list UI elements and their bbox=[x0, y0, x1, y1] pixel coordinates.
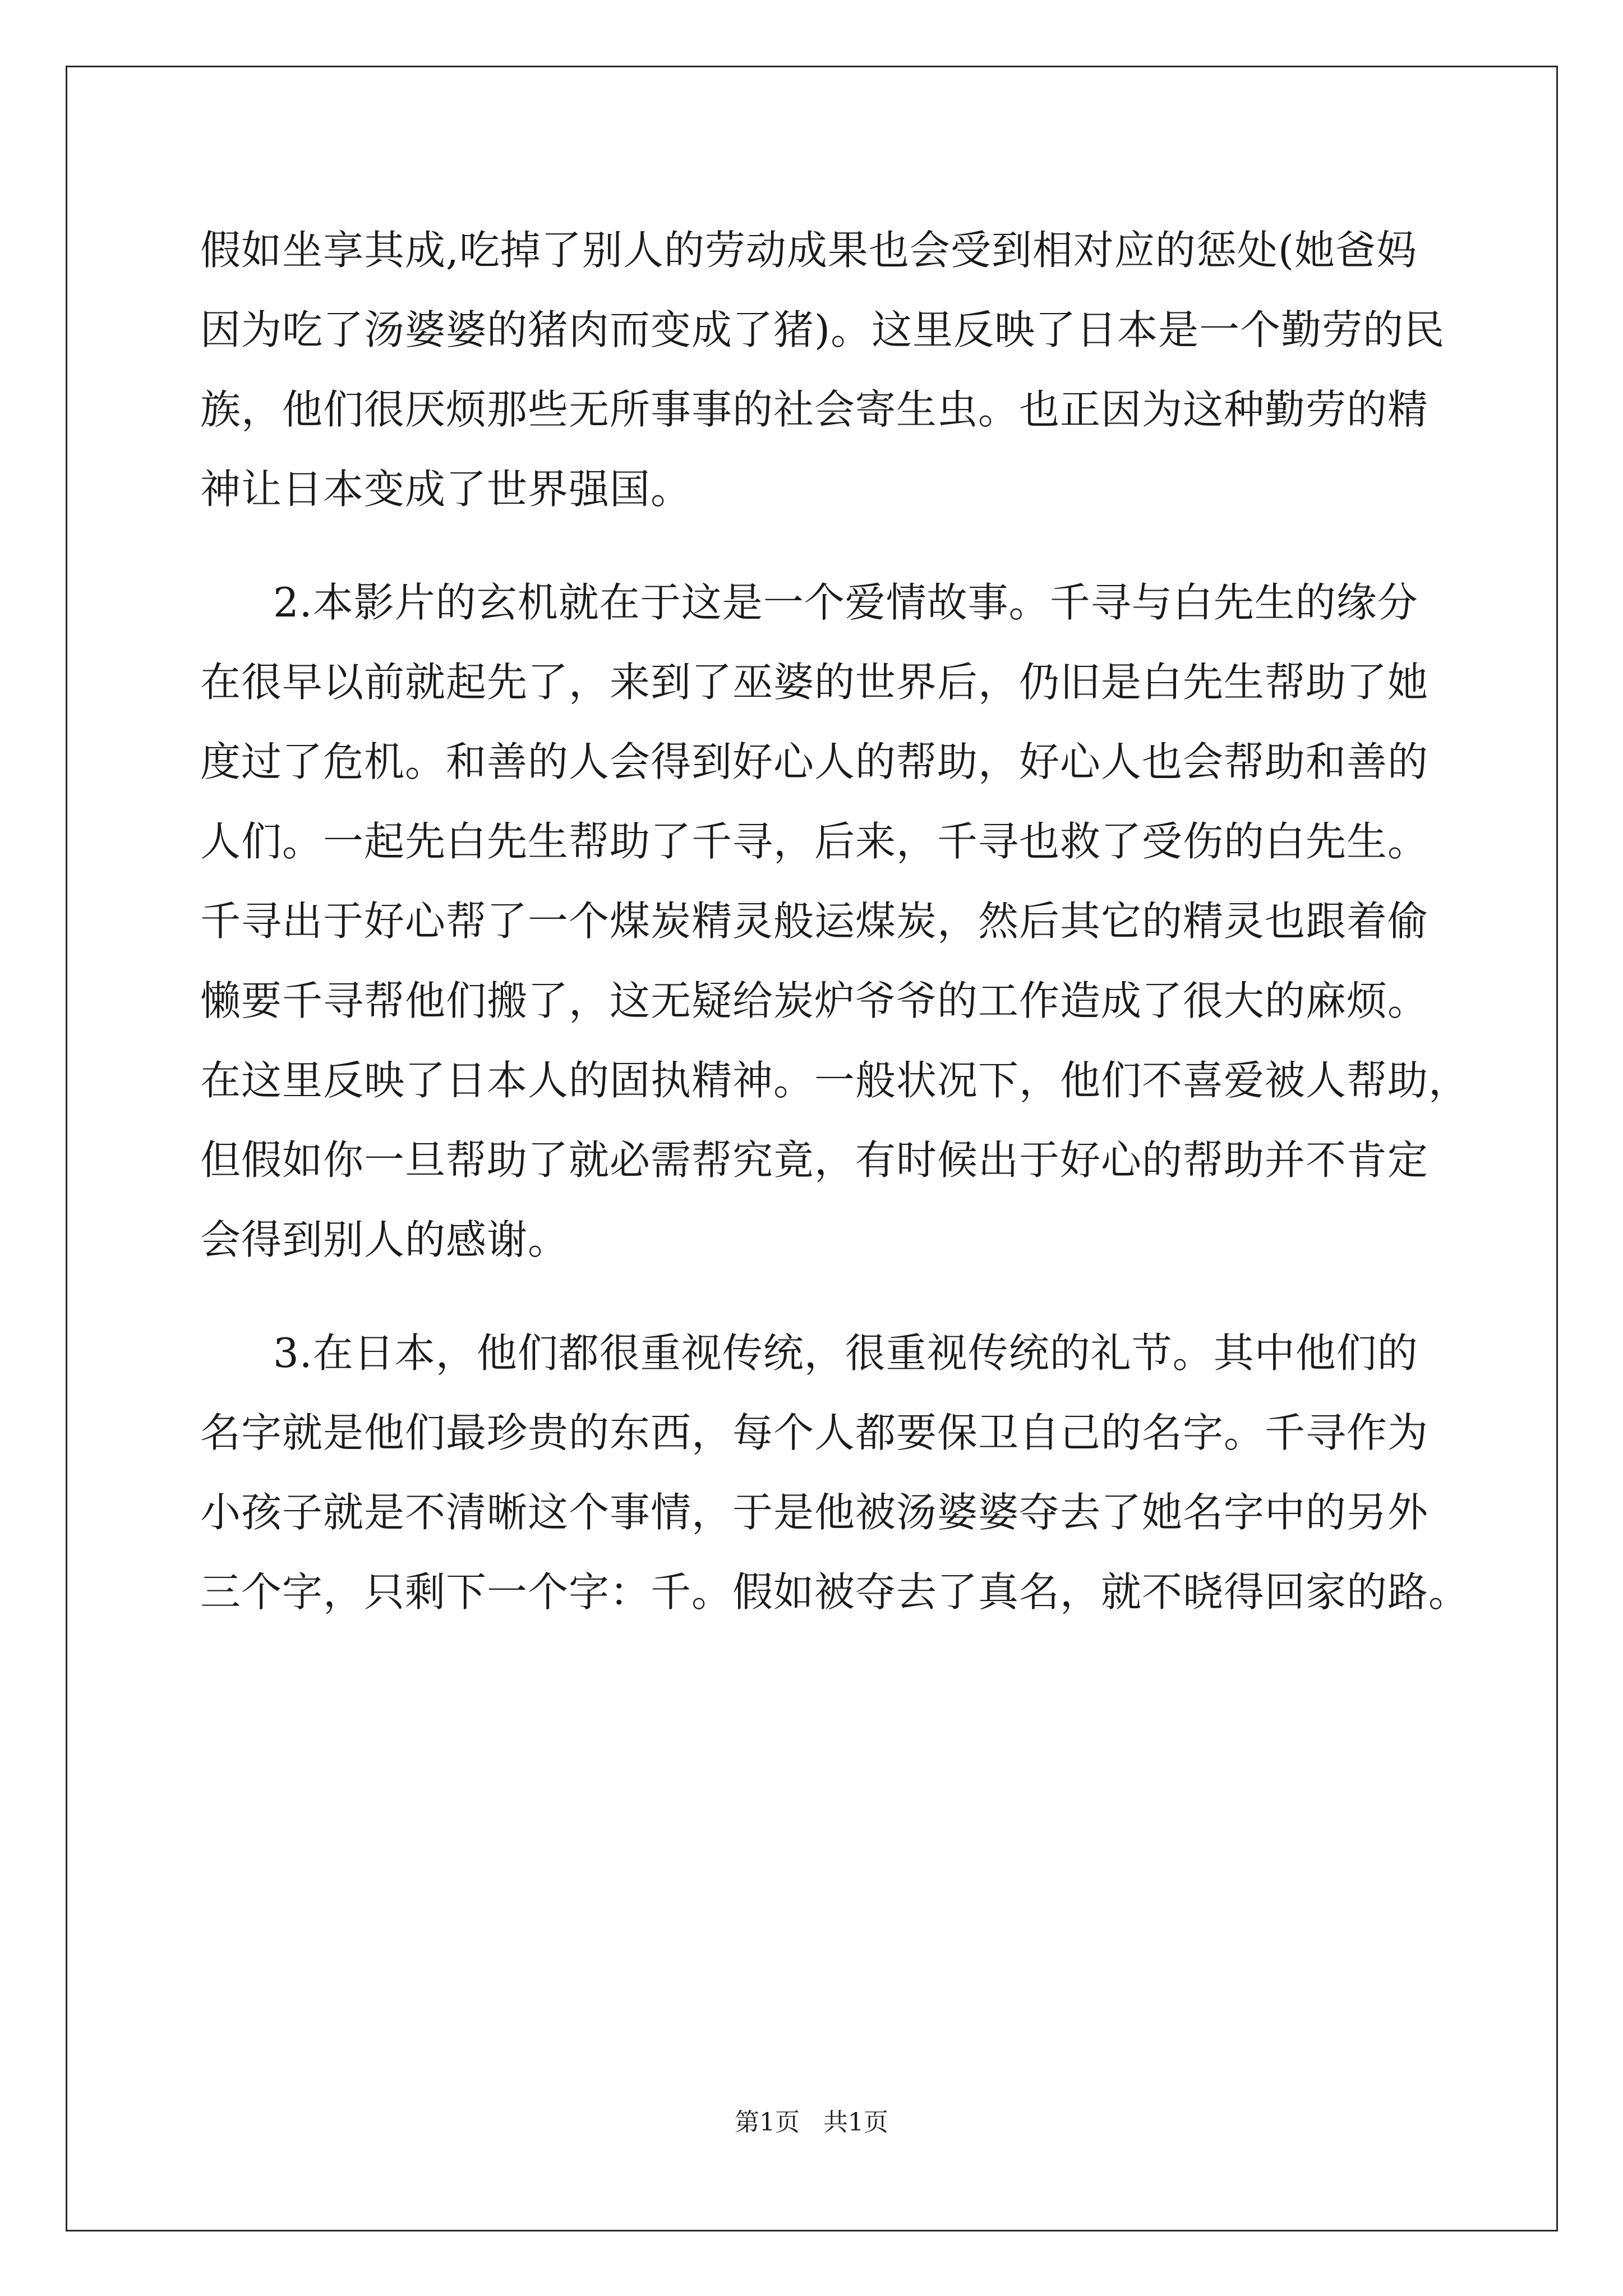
paragraph-1-line-3: 族，他们很厌烦那些无所事事的社会寄生虫。也正因为这种勤劳的精 bbox=[200, 386, 1429, 433]
page-number-current: 第1页 bbox=[735, 2108, 800, 2137]
page-footer bbox=[0, 2102, 1623, 2138]
paragraph-3-line-1: 3.在日本，他们都很重视传统，很重视传统的礼节。其中他们的 bbox=[273, 1329, 1418, 1377]
paragraph-2-line-3: 度过了危机。和善的人会得到好心人的帮助，好心人也会帮助和善的 bbox=[200, 738, 1429, 785]
paragraph-1-line-1: 假如坐享其成,吃掉了别人的劳动成果也会受到相对应的惩处(她爸妈 bbox=[200, 227, 1417, 274]
paragraph-spacer bbox=[200, 1280, 1428, 1313]
paragraph-spacer bbox=[200, 529, 1428, 563]
paragraph-3-line-2: 名字就是他们最珍贵的东西，每个人都要保卫自己的名字。千寻作为 bbox=[200, 1409, 1429, 1456]
paragraph-2-line-1: 2.本影片的玄机就在于这是一个爱情故事。千寻与白先生的缘分 bbox=[273, 579, 1418, 626]
paragraph-3-line-3: 小孩子就是不清晰这个事情，于是他被汤婆婆夺去了她名字中的另外 bbox=[200, 1489, 1429, 1536]
document-body bbox=[200, 210, 1470, 1632]
paragraph-2-line-6: 懒要千寻帮他们搬了，这无疑给炭炉爷爷的工作造成了很大的麻烦。 bbox=[200, 977, 1429, 1024]
paragraph-2-line-4: 人们。一起先白先生帮助了千寻，后来，千寻也救了受伤的白先生。 bbox=[200, 818, 1429, 865]
paragraph-2-line-5: 千寻出于好心帮了一个煤炭精灵般运煤炭，然后其它的精灵也跟着偷 bbox=[200, 898, 1429, 945]
paragraph-1-line-4: 神让日本变成了世界强国。 bbox=[200, 466, 692, 513]
paragraph-2-line-8: 但假如你一旦帮助了就必需帮究竟，有时候出于好心的帮助并不肯定 bbox=[200, 1137, 1429, 1184]
paragraph-1-line-2: 因为吃了汤婆婆的猪肉而变成了猪)。这里反映了日本是一个勤劳的民 bbox=[200, 306, 1445, 353]
paragraph-2-line-9: 会得到别人的感谢。 bbox=[200, 1216, 569, 1263]
paragraph-2-line-2: 在很早以前就起先了，来到了巫婆的世界后，仍旧是白先生帮助了她 bbox=[200, 659, 1429, 706]
paragraph-3-line-4: 三个字，只剩下一个字：千。假如被夺去了真名，就不晓得回家的路。 bbox=[200, 1568, 1470, 1616]
page-number-total: 共1页 bbox=[823, 2108, 888, 2137]
paragraph-2-line-7: 在这里反映了日本人的固执精神。一般状况下，他们不喜爱被人帮助， bbox=[200, 1057, 1470, 1104]
